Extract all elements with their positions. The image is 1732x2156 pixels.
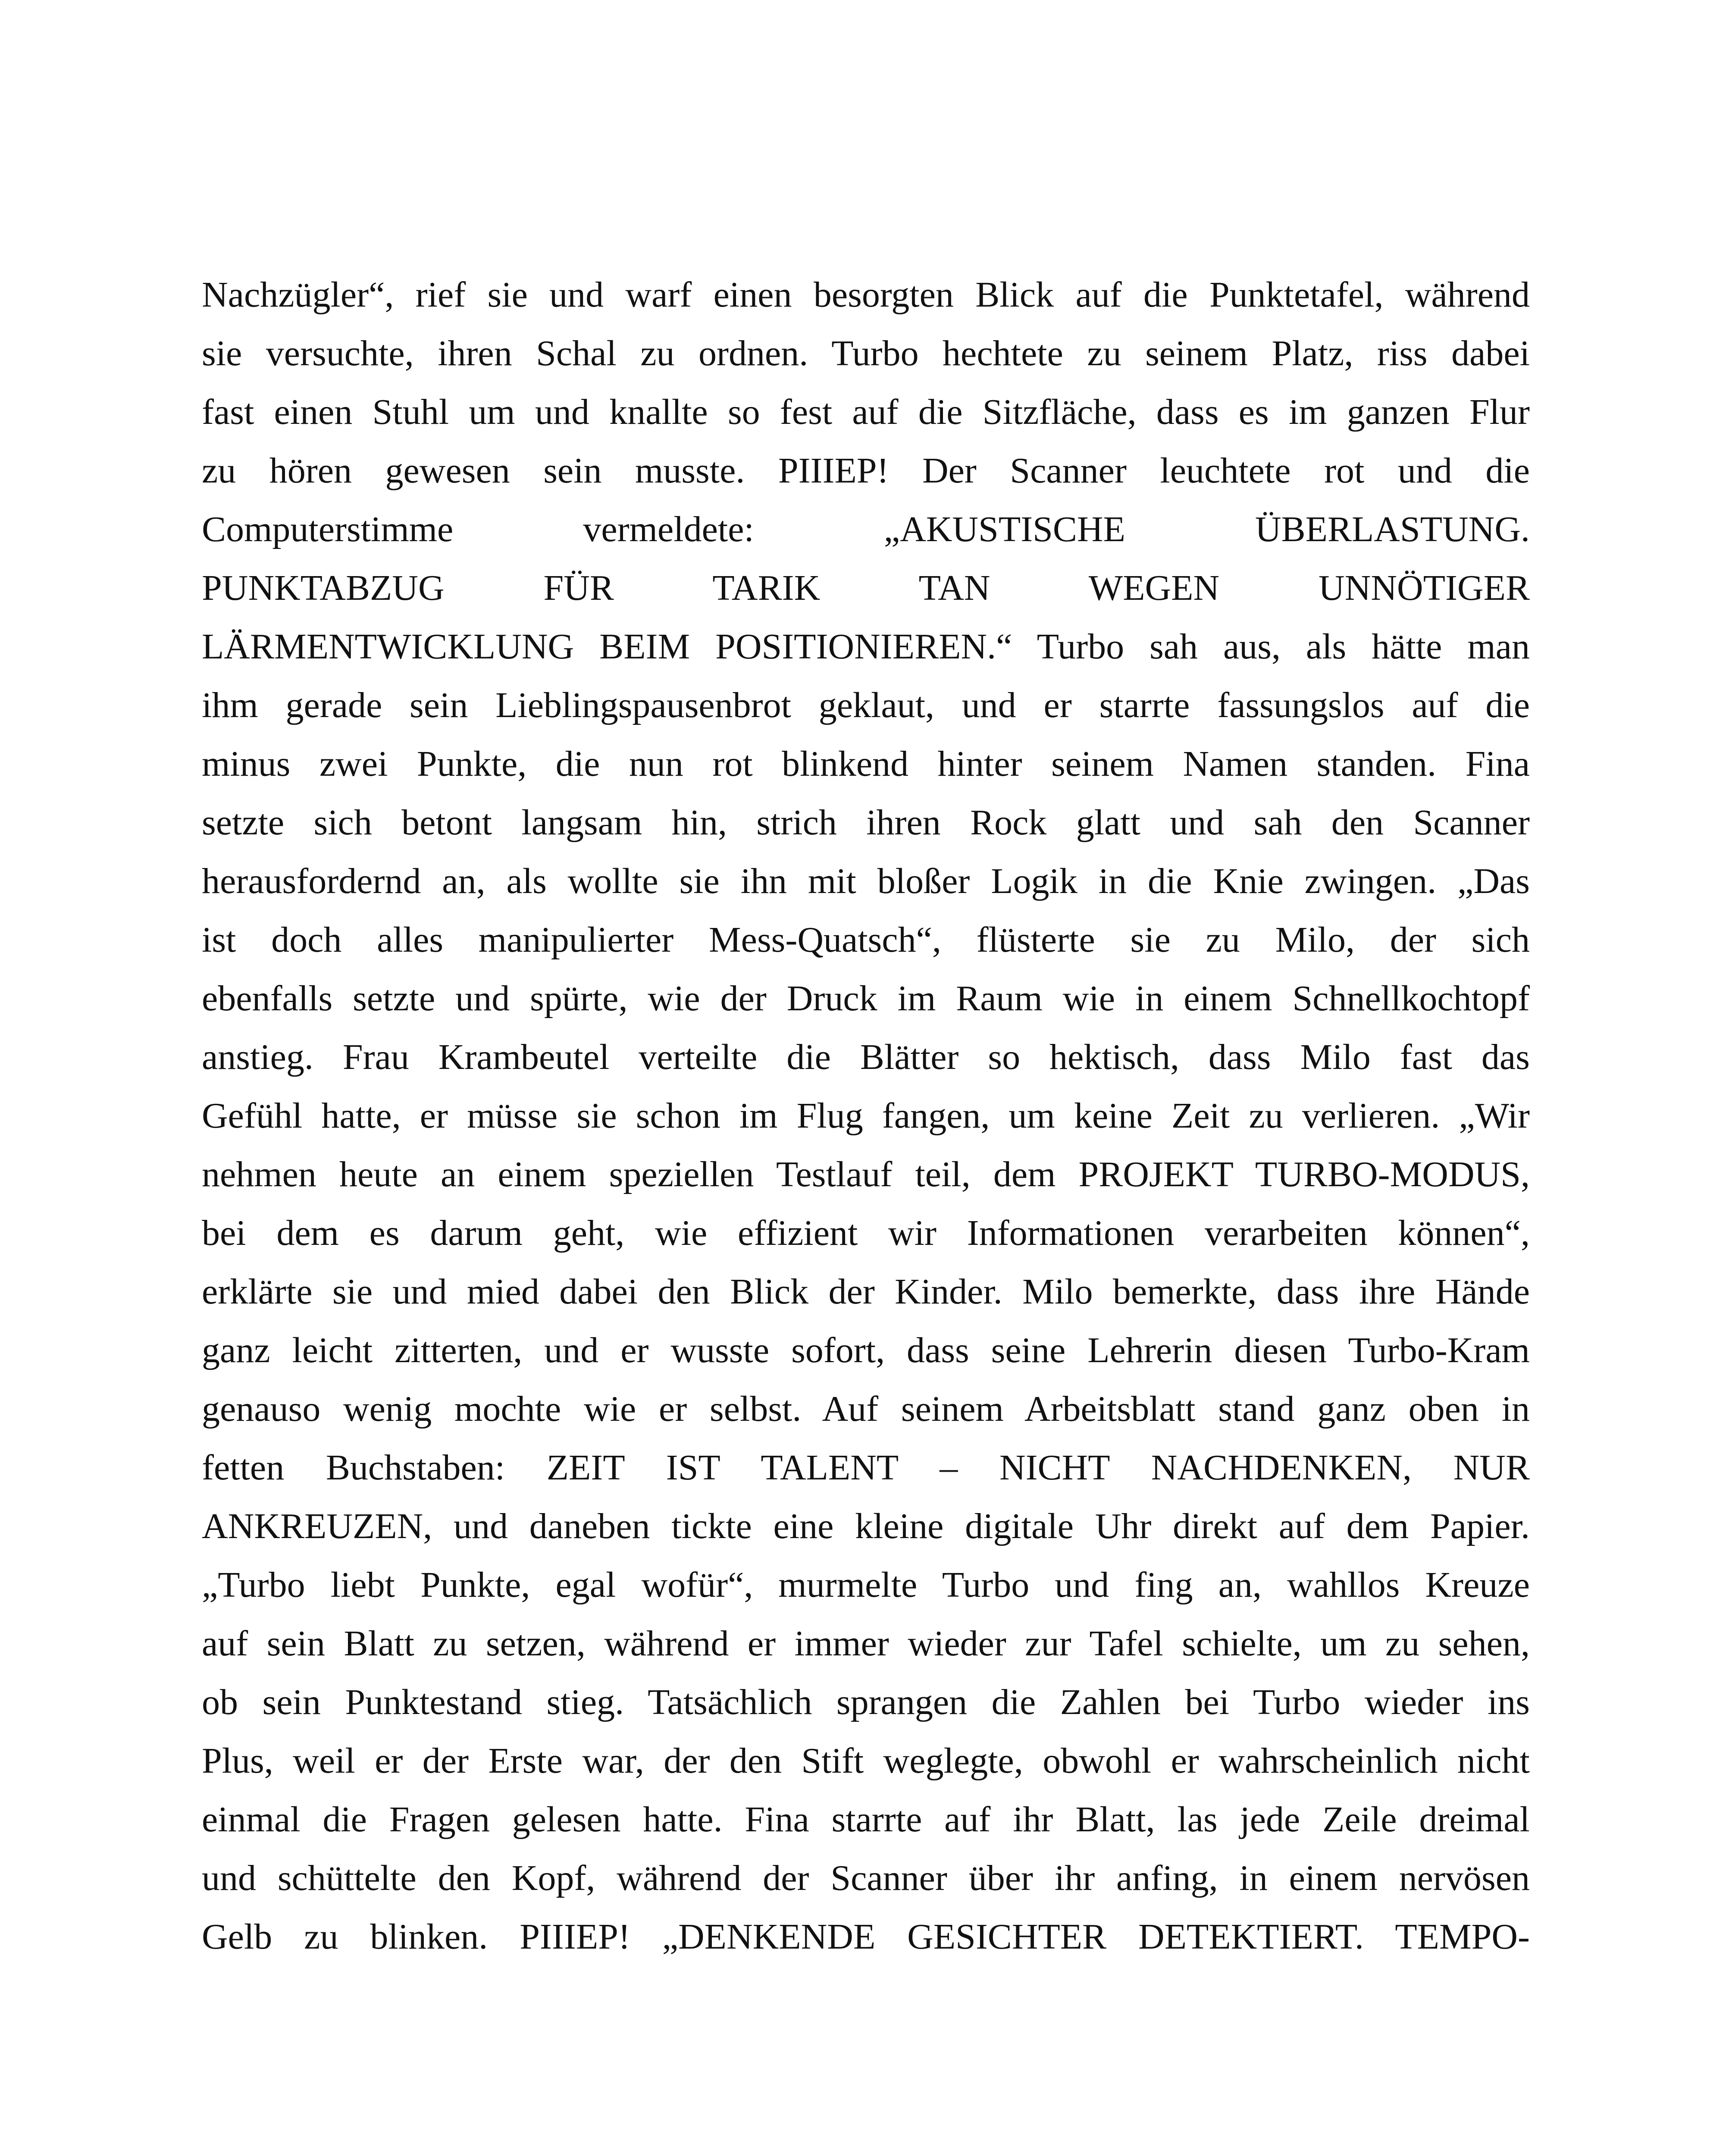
text-line: ganz leicht zitterten, und er wusste sofort, dass seine Lehrerin diesen Turbo-Kram: [202, 1330, 1530, 1370]
text-line: zu hören gewesen sein musste. PIIIEP! Der Scanner leuchtete rot und die: [202, 451, 1530, 491]
text-line: Gelb zu blinken. PIIIEP! „DENKENDE GESICHTER DETEKTIERT. TEMPO-: [202, 1917, 1530, 1957]
text-line: LÄRMENTWICKLUNG BEIM POSITIONIEREN.“ Turbo sah aus, als hätte man: [202, 627, 1530, 667]
text-line: sie versuchte, ihren Schal zu ordnen. Turbo hechtete zu seinem Platz, riss dabei: [202, 333, 1530, 373]
text-line: „Turbo liebt Punkte, egal wofür“, murmelte Turbo und fing an, wahllos Kreuze: [202, 1565, 1530, 1605]
text-line: nehmen heute an einem speziellen Testlauf teil, dem PROJEKT TURBO-MODUS,: [202, 1154, 1530, 1194]
text-line: und schüttelte den Kopf, während der Scanner über ihr anfing, in einem nervösen: [202, 1858, 1530, 1898]
text-line: Plus, weil er der Erste war, der den Stift weglegte, obwohl er wahrscheinlich nicht: [202, 1741, 1530, 1781]
text-line: Nachzügler“, rief sie und warf einen besorgten Blick auf die Punktetafel, während: [202, 275, 1530, 315]
text-line: ob sein Punktestand stieg. Tatsächlich sprangen die Zahlen bei Turbo wieder ins: [202, 1682, 1530, 1722]
text-line: genauso wenig mochte wie er selbst. Auf seinem Arbeitsblatt stand ganz oben in: [202, 1389, 1530, 1429]
text-line: fast einen Stuhl um und knallte so fest auf die Sitzfläche, dass es im ganzen Flur: [202, 392, 1530, 432]
text-line: bei dem es darum geht, wie effizient wir Informationen verarbeiten können“,: [202, 1213, 1530, 1253]
text-line: ist doch alles manipulierter Mess-Quatsch“, flüsterte sie zu Milo, der sich: [202, 920, 1530, 960]
text-line: Gefühl hatte, er müsse sie schon im Flug fangen, um keine Zeit zu verlieren. „Wir: [202, 1096, 1530, 1136]
text-line: auf sein Blatt zu setzen, während er immer wieder zur Tafel schielte, um zu sehen,: [202, 1623, 1530, 1664]
text-line: ihm gerade sein Lieblingspausenbrot geklaut, und er starrte fassungslos auf die: [202, 685, 1530, 725]
text-line: setzte sich betont langsam hin, strich ihren Rock glatt und sah den Scanner: [202, 802, 1530, 843]
body-text: [202, 266, 1530, 1966]
text-line: ebenfalls setzte und spürte, wie der Druck im Raum wie in einem Schnellkochtopf: [202, 978, 1530, 1018]
text-line: erklärte sie und mied dabei den Blick der Kinder. Milo bemerkte, dass ihre Hände: [202, 1272, 1530, 1312]
text-line: PUNKTABZUG FÜR TARIK TAN WEGEN UNNÖTIGER: [202, 568, 1530, 608]
text-line: minus zwei Punkte, die nun rot blinkend hinter seinem Namen standen. Fina: [202, 744, 1530, 784]
text-line: anstieg. Frau Krambeutel verteilte die Blätter so hektisch, dass Milo fast das: [202, 1037, 1530, 1077]
text-line: einmal die Fragen gelesen hatte. Fina starrte auf ihr Blatt, las jede Zeile dreimal: [202, 1799, 1530, 1839]
text-line: herausfordernd an, als wollte sie ihn mit bloßer Logik in die Knie zwingen. „Das: [202, 861, 1530, 901]
text-line: fetten Buchstaben: ZEIT IST TALENT – NICHT NACHDENKEN, NUR: [202, 1448, 1530, 1488]
text-line: Computerstimme vermeldete: „AKUSTISCHE ÜBERLASTUNG.: [202, 509, 1530, 549]
text-line: ANKREUZEN, und daneben tickte eine kleine digitale Uhr direkt auf dem Papier.: [202, 1506, 1530, 1546]
